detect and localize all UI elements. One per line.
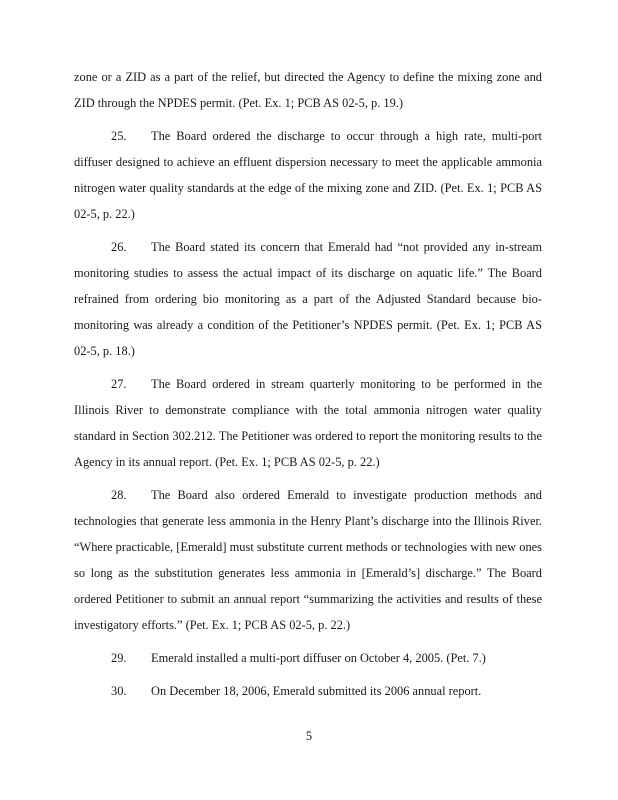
paragraph-text: The Board also ordered Emerald to investigate production methods and technologies that generate less ammonia in the Henry Plant’s discharge into the Illinois River. “Where practicable, [Emerald] must substitute current methods or technologies with new ones so long as the substitution generates less ammonia in [Emerald’s] discharge.” The Board ordered Petitioner to submit an annual report “summarizing the activities and results of these investigatory efforts.” (Pet. Ex. 1; PCB AS 02-5, p. 22.) bbox=[74, 488, 542, 632]
paragraph-text: Emerald installed a multi-port diffuser on October 4, 2005. (Pet. 7.) bbox=[151, 651, 486, 665]
paragraph-number: 28. bbox=[111, 488, 127, 502]
paragraph-28 bbox=[74, 482, 542, 645]
paragraph-25 bbox=[74, 123, 542, 234]
paragraph-number: 25. bbox=[111, 129, 127, 143]
body-text bbox=[74, 64, 542, 711]
paragraph-text: On December 18, 2006, Emerald submitted its 2006 annual report. bbox=[151, 684, 482, 698]
page-number: 5 bbox=[305, 729, 313, 743]
paragraph-number: 30. bbox=[111, 684, 127, 698]
paragraph-29 bbox=[74, 645, 542, 678]
paragraph-number: 29. bbox=[111, 651, 127, 665]
paragraph-text: The Board ordered in stream quarterly monitoring to be performed in the Illinois River to demonstrate compliance with the total ammonia nitrogen water quality standard in Section 302.212. The Petitioner was ordered to report the monitoring results to the Agency in its annual report. (Pet. Ex. 1; PCB AS 02-5, p. 22.) bbox=[74, 377, 542, 469]
paragraph-text: The Board ordered the discharge to occur through a high rate, multi-port diffuser designed to achieve an effluent dispersion necessary to meet the applicable ammonia nitrogen water quality standards at the edge of the mixing zone and ZID. (Pet. Ex. 1; PCB AS 02-5, p. 22.) bbox=[74, 129, 542, 221]
paragraph-text: The Board stated its concern that Emerald had “not provided any in-stream monitoring studies to assess the actual impact of its discharge on aquatic life.” The Board refrained from ordering bio monitoring as a part of the Adjusted Standard because bio-monitoring was already a condition of the Petitioner’s NPDES permit. (Pet. Ex. 1; PCB AS 02-5, p. 18.) bbox=[74, 240, 542, 358]
paragraph-26 bbox=[74, 234, 542, 371]
paragraph-30 bbox=[74, 678, 542, 711]
paragraph-number: 26. bbox=[111, 240, 127, 254]
continuation-paragraph: zone or a ZID as a part of the relief, but directed the Agency to define the mixing zone and ZID through the NPDES permit. (Pet. Ex. 1; PCB AS 02-5, p. 19.) bbox=[74, 70, 542, 110]
paragraph-number: 27. bbox=[111, 377, 127, 391]
paragraph-27 bbox=[74, 371, 542, 482]
